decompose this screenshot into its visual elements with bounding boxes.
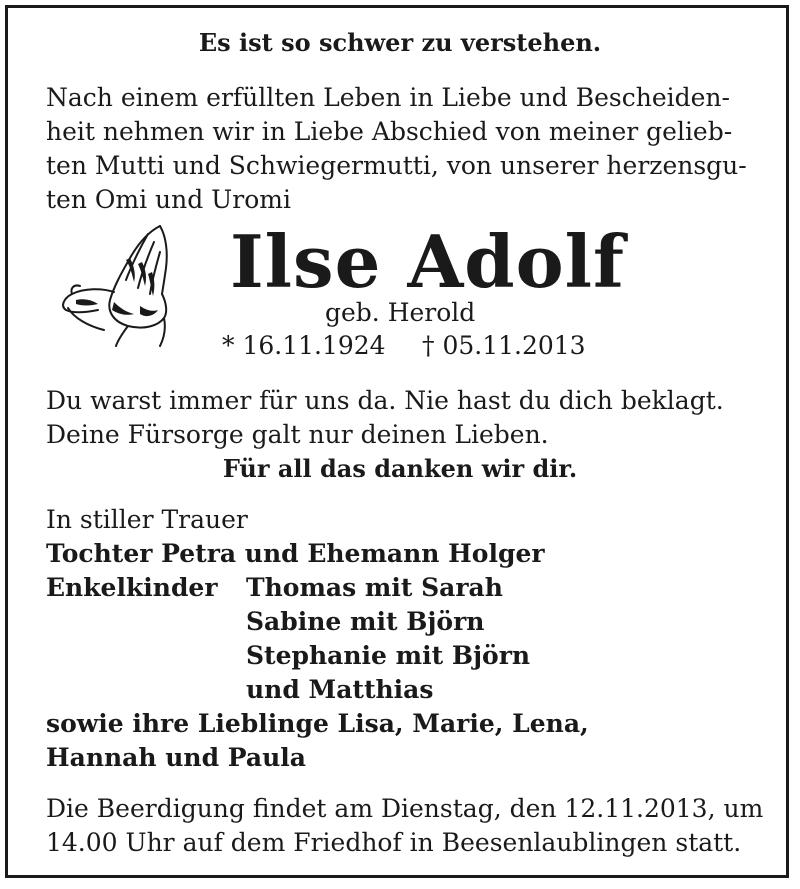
deceased-name: Ilse Adolf: [230, 219, 625, 304]
funeral-line: Die Beerdigung findet am Dienstag, den 12.11.2013, um: [46, 794, 764, 823]
tribute-line: Deine Fürsorge galt nur deinen Lieben.: [46, 420, 549, 449]
thanks-line: Für all das danken wir dir.: [222, 454, 578, 483]
grandchild-entry: und Matthias: [246, 675, 434, 704]
praying-hands-icon: [52, 222, 177, 347]
favorites-line: sowie ihre Lieblinge Lisa, Marie, Lena,: [46, 709, 589, 738]
grandchild-entry: Thomas mit Sarah: [246, 573, 503, 602]
grandchild-entry: Stephanie mit Björn: [246, 641, 531, 670]
grandchild-entry: Sabine mit Björn: [246, 607, 485, 636]
intro-line: ten Mutti und Schwiegermutti, von unserer herzensgu-: [46, 151, 747, 180]
mourner-daughter: Tochter Petra und Ehemann Holger: [46, 539, 545, 568]
mourners-intro: In stiller Trauer: [46, 505, 248, 534]
tribute-line: Du warst immer für uns da. Nie hast du dich beklagt.: [46, 386, 724, 415]
favorites-line: Hannah und Paula: [46, 743, 306, 772]
funeral-line: 14.00 Uhr auf dem Friedhof in Beesenlaublingen statt.: [46, 828, 742, 857]
intro-line: Nach einem erfüllten Leben in Liebe und Bescheiden-: [46, 83, 730, 112]
notice-heading: Es ist so schwer zu verstehen.: [198, 28, 602, 57]
intro-line: heit nehmen wir in Liebe Abschied von meiner gelieb-: [46, 117, 733, 146]
birth-date: * 16.11.1924: [222, 331, 386, 360]
maiden-name: geb. Herold: [325, 298, 476, 327]
intro-line: ten Omi und Uromi: [46, 185, 291, 214]
grandchildren-label: Enkelkinder: [46, 573, 218, 602]
death-date: † 05.11.2013: [422, 331, 586, 360]
